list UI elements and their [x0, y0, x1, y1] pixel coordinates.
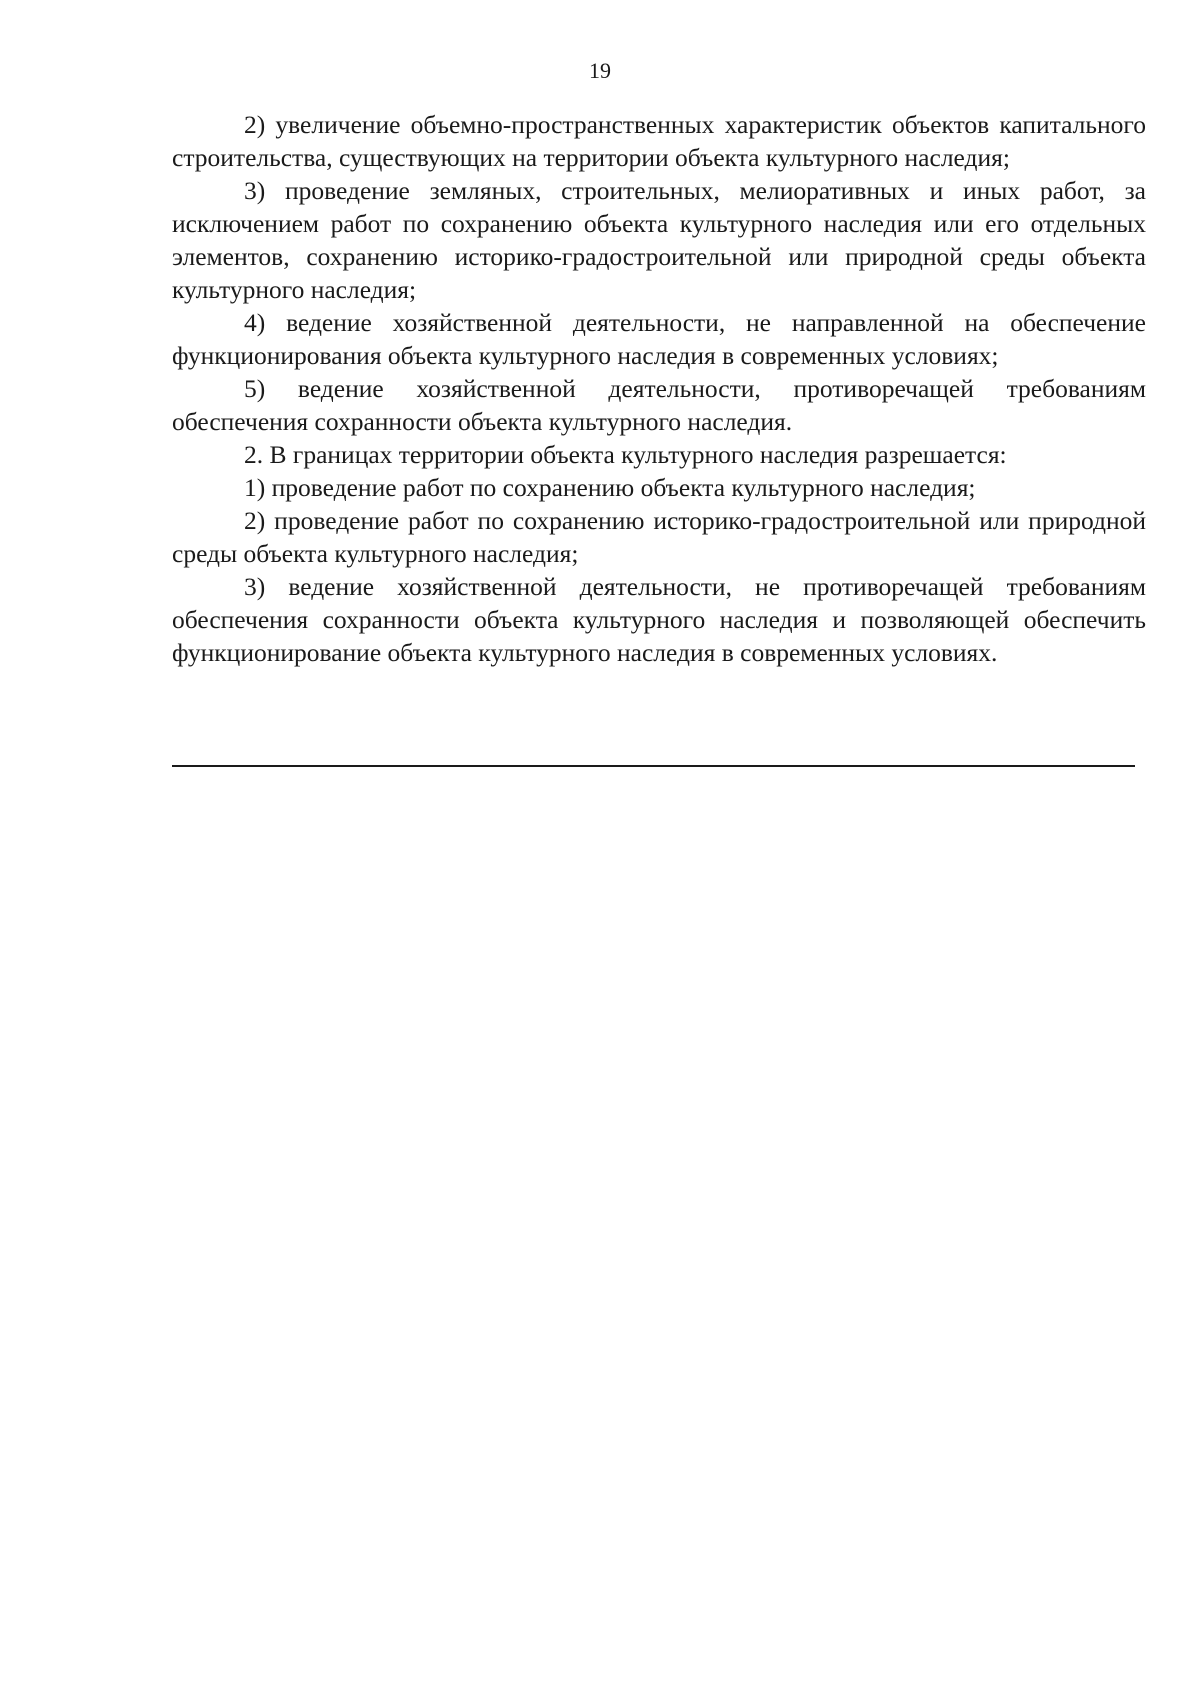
document-body	[172, 108, 1146, 669]
paragraph-prohibited-2: 2) увеличение объемно-пространственных характеристик объектов капитального строительства, существующих на территории объекта культурного наследия;	[172, 110, 1146, 172]
paragraph-allowed-1: 1) проведение работ по сохранению объекта культурного наследия;	[244, 473, 976, 502]
end-divider-line	[172, 765, 1135, 767]
paragraph-allowed-2: 2) проведение работ по сохранению историко-градостроительной или природной среды объекта культурного наследия;	[172, 506, 1146, 568]
page-number: 19	[589, 58, 611, 83]
paragraph-prohibited-4: 4) ведение хозяйственной деятельности, не направленной на обеспечение функционирования объекта культурного наследия в современных условиях;	[172, 308, 1146, 370]
paragraph-allowed-3: 3) ведение хозяйственной деятельности, не противоречащей требованиям обеспечения сохранности объекта культурного наследия и позволяющей обеспечить функционирование объекта культурного наследия в современных условиях.	[172, 572, 1146, 667]
paragraph-prohibited-5: 5) ведение хозяйственной деятельности, противоречащей требованиям обеспечения сохранности объекта культурного наследия.	[172, 374, 1146, 436]
paragraph-section-2-heading: 2. В границах территории объекта культурного наследия разрешается:	[244, 440, 1007, 469]
paragraph-prohibited-3: 3) проведение земляных, строительных, мелиоративных и иных работ, за исключением работ по сохранению объекта культурного наследия или его отдельных элементов, сохранению историко-градостроительной или природной среды объекта культурного наследия;	[172, 176, 1146, 304]
